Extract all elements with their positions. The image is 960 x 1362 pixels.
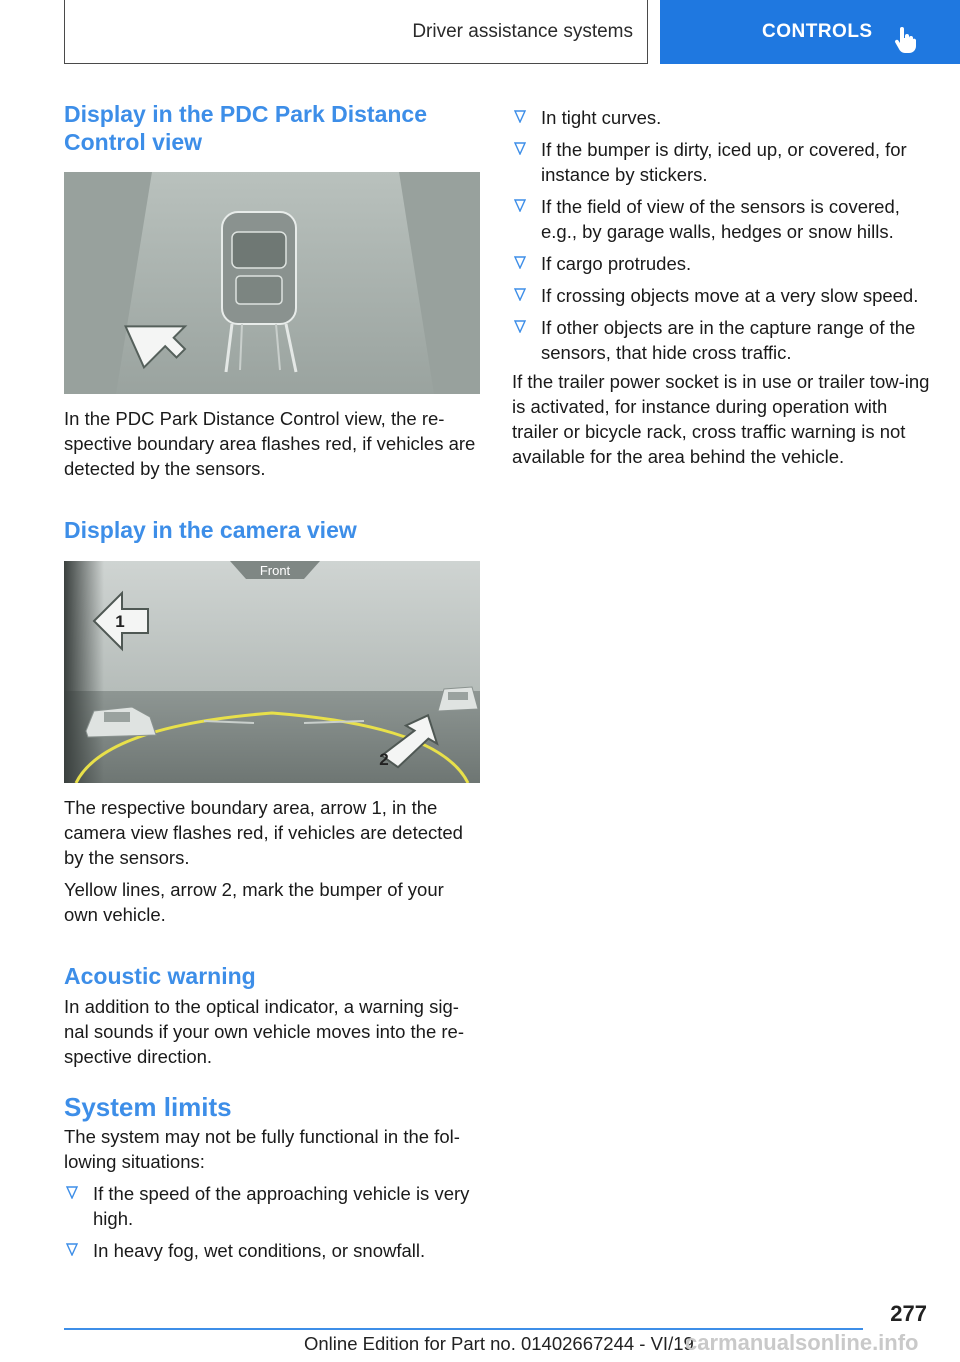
pdc-text: In the PDC Park Distance Control view, the re-spective boundary area flashes red, if vehicles are detected by the sensors.: [64, 408, 476, 479]
camera-illustration: [64, 561, 480, 783]
list-item: If crossing objects move at a very slow speed.: [512, 283, 932, 308]
list-item: In heavy fog, wet conditions, or snowfall.: [64, 1238, 482, 1263]
list-item: If cargo protrudes.: [512, 251, 932, 276]
pdc-illustration: [64, 172, 480, 394]
left-column: [64, 100, 482, 1270]
bullet-triangle-icon: [514, 142, 526, 155]
pointing-hand-icon: [894, 27, 918, 55]
list-item: If the speed of the approaching vehicle is very high.: [64, 1181, 482, 1231]
acoustic-heading: Acoustic warning: [64, 963, 256, 989]
pdc-heading: Display in the PDC Park Distance Control view: [64, 101, 428, 155]
limits-intro: The system may not be fully functional in the fol-lowing situations:: [64, 1126, 460, 1172]
header-section-title: [64, 0, 648, 64]
bullet-triangle-icon: [514, 288, 526, 301]
bullet-triangle-icon: [514, 256, 526, 269]
bullet-triangle-icon: [66, 1243, 78, 1256]
front-label: Front: [259, 563, 291, 578]
right-column: [512, 105, 932, 469]
tab-label: CONTROLS: [762, 21, 873, 42]
limits-list-left: [64, 1181, 482, 1263]
bullet-triangle-icon: [66, 1186, 78, 1199]
camera-text-1: The respective boundary area, arrow 1, in the camera view flashes red, if vehicles are detected by the sensors.: [64, 797, 463, 868]
list-item: In tight curves.: [512, 105, 932, 130]
section-title: Driver assistance systems: [412, 20, 633, 42]
edition-text: Online Edition for Part no. 01402667244 - VI/19: [304, 1333, 694, 1354]
acoustic-text: In addition to the optical indicator, a warning sig-nal sounds if your own vehicle moves into the re-spective direction.: [64, 996, 465, 1067]
bullet-triangle-icon: [514, 320, 526, 333]
car-right-icon: [438, 687, 478, 711]
list-item: If the bumper is dirty, iced up, or covered, for instance by stickers.: [512, 137, 932, 187]
arrow-2-label: 2: [379, 750, 389, 769]
camera-view-figure: [64, 561, 480, 783]
list-item: If other objects are in the capture range of the sensors, that hide cross traffic.: [512, 315, 932, 365]
camera-text-2: Yellow lines, arrow 2, mark the bumper of your own vehicle.: [64, 879, 444, 925]
pdc-view-figure: [64, 172, 480, 394]
page-number: 277: [890, 1301, 927, 1326]
bullet-triangle-icon: [514, 110, 526, 123]
trailer-paragraph: If the trailer power socket is in use or trailer tow-ing is activated, for instance during operation with trailer or bicycle rack, cross traffic warning is not available for the area behind the vehicle.: [512, 371, 930, 467]
limits-list-right: [512, 105, 932, 365]
bullet-triangle-icon: [514, 199, 526, 212]
limits-heading: System limits: [64, 1092, 232, 1122]
list-item: If the field of view of the sensors is covered, e.g., by garage walls, hedges or snow hills.: [512, 194, 932, 244]
arrow-1-label: 1: [115, 612, 125, 631]
watermark: carmanualsonline.info: [685, 1330, 919, 1355]
camera-heading: Display in the camera view: [64, 517, 357, 543]
